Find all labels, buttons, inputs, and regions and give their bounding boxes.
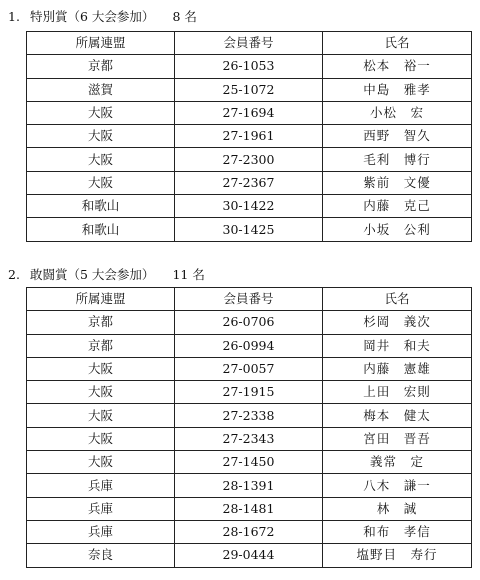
section-title: 特別賞（6 大会参加）: [30, 9, 155, 24]
table-row: [27, 357, 472, 380]
member-number-cell: 26-0706: [175, 311, 323, 334]
member-name-cell: 義常 定: [323, 451, 472, 474]
table-row: [27, 451, 472, 474]
member-number-cell: 27-1915: [175, 381, 323, 404]
member-number-cell: 30-1422: [175, 195, 323, 218]
federation-cell: 大阪: [27, 451, 175, 474]
member-number-cell: 26-1053: [175, 55, 323, 78]
table-header-row: [27, 32, 472, 55]
table-row: [27, 474, 472, 497]
federation-cell: 大阪: [27, 171, 175, 194]
section-count: 8 名: [172, 9, 197, 24]
table-row: [27, 101, 472, 124]
member-name-cell: 内藤 克己: [323, 195, 472, 218]
federation-cell: 京都: [27, 334, 175, 357]
federation-cell: 滋賀: [27, 78, 175, 101]
member-number-cell: 28-1672: [175, 520, 323, 543]
federation-cell: 大阪: [27, 101, 175, 124]
federation-cell: 大阪: [27, 381, 175, 404]
federation-cell: 和歌山: [27, 195, 175, 218]
member-name-cell: 小坂 公利: [323, 218, 472, 241]
table-row: [27, 334, 472, 357]
section-title: 敢闘賞（5 大会参加）: [30, 267, 155, 282]
federation-cell: 兵庫: [27, 497, 175, 520]
member-number-cell: 27-2338: [175, 404, 323, 427]
member-number-cell: 27-2343: [175, 427, 323, 450]
federation-cell: 兵庫: [27, 520, 175, 543]
member-number-cell: 28-1481: [175, 497, 323, 520]
member-name-cell: 西野 智久: [323, 125, 472, 148]
column-header-name: 氏名: [323, 32, 472, 55]
member-name-cell: 林 誠: [323, 497, 472, 520]
table-row: [27, 404, 472, 427]
table-row: [27, 311, 472, 334]
member-name-cell: 中島 雅孝: [323, 78, 472, 101]
federation-cell: 京都: [27, 311, 175, 334]
member-name-cell: 和布 孝信: [323, 520, 472, 543]
table-row: [27, 381, 472, 404]
section-heading-fighting-spirit-award: [8, 266, 205, 284]
section-heading-special-award: [8, 8, 197, 26]
fighting-spirit-award-table: [26, 287, 472, 568]
member-name-cell: 上田 宏則: [323, 381, 472, 404]
member-name-cell: 松本 裕一: [323, 55, 472, 78]
member-name-cell: 八木 謙一: [323, 474, 472, 497]
table-row: [27, 78, 472, 101]
member-number-cell: 28-1391: [175, 474, 323, 497]
table-row: [27, 148, 472, 171]
member-number-cell: 27-2367: [175, 171, 323, 194]
member-number-cell: 27-1450: [175, 451, 323, 474]
member-number-cell: 27-1694: [175, 101, 323, 124]
federation-cell: 奈良: [27, 544, 175, 567]
column-header-member-number: 会員番号: [175, 32, 323, 55]
member-name-cell: 杉岡 義次: [323, 311, 472, 334]
special-award-table: [26, 31, 472, 242]
section-number: 2.: [8, 267, 20, 282]
federation-cell: 和歌山: [27, 218, 175, 241]
federation-cell: 大阪: [27, 357, 175, 380]
table-row: [27, 520, 472, 543]
federation-cell: 大阪: [27, 404, 175, 427]
table-row: [27, 427, 472, 450]
table-row: [27, 171, 472, 194]
column-header-name: 氏名: [323, 288, 472, 311]
member-name-cell: 紫前 文優: [323, 171, 472, 194]
member-name-cell: 内藤 憲雄: [323, 357, 472, 380]
table-row: [27, 497, 472, 520]
table-row: [27, 218, 472, 241]
member-name-cell: 岡井 和夫: [323, 334, 472, 357]
table-row: [27, 125, 472, 148]
federation-cell: 大阪: [27, 148, 175, 171]
column-header-federation: 所属連盟: [27, 32, 175, 55]
table-row: [27, 544, 472, 567]
table-row: [27, 195, 472, 218]
member-name-cell: 毛利 博行: [323, 148, 472, 171]
member-number-cell: 25-1072: [175, 78, 323, 101]
member-number-cell: 30-1425: [175, 218, 323, 241]
federation-cell: 京都: [27, 55, 175, 78]
member-number-cell: 27-0057: [175, 357, 323, 380]
member-number-cell: 29-0444: [175, 544, 323, 567]
federation-cell: 兵庫: [27, 474, 175, 497]
federation-cell: 大阪: [27, 125, 175, 148]
member-number-cell: 27-2300: [175, 148, 323, 171]
section-count: 11 名: [172, 267, 205, 282]
member-name-cell: 小松 宏: [323, 101, 472, 124]
table-row: [27, 55, 472, 78]
member-number-cell: 27-1961: [175, 125, 323, 148]
column-header-federation: 所属連盟: [27, 288, 175, 311]
section-number: 1.: [8, 9, 20, 24]
column-header-member-number: 会員番号: [175, 288, 323, 311]
member-number-cell: 26-0994: [175, 334, 323, 357]
member-name-cell: 梅本 健太: [323, 404, 472, 427]
member-name-cell: 塩野目 寿行: [323, 544, 472, 567]
member-name-cell: 宮田 晋吾: [323, 427, 472, 450]
table-header-row: [27, 288, 472, 311]
federation-cell: 大阪: [27, 427, 175, 450]
